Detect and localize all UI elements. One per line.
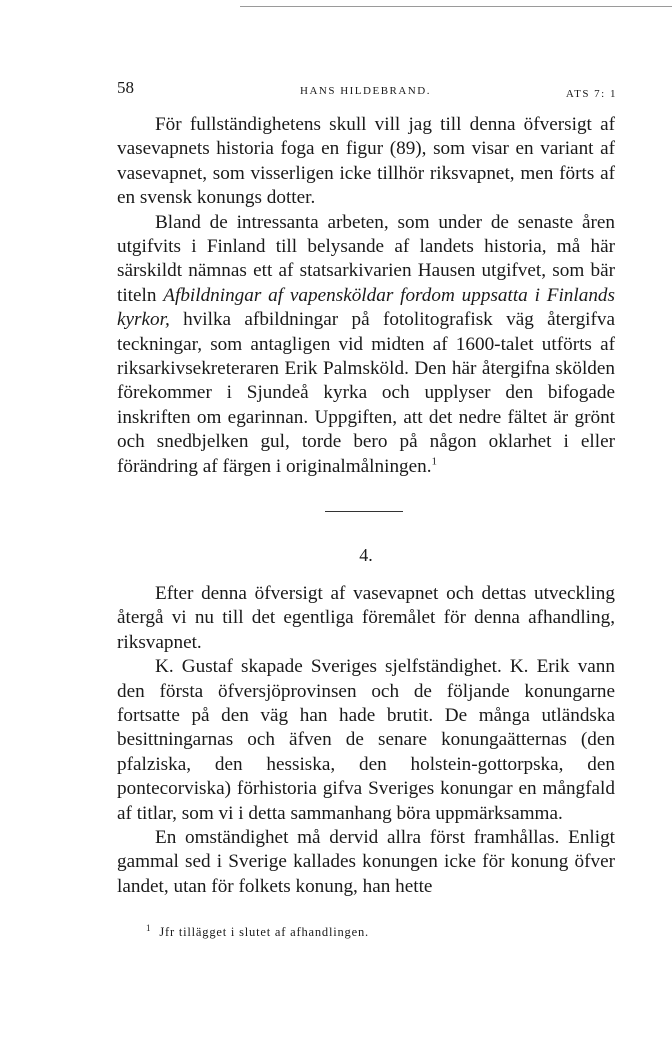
paragraph: En omständighet må dervid allra först framhållas. Enligt gammal sed i Sverige kallades konungen icke för konung öfver landet, utan för folkets konung, han hette bbox=[117, 827, 615, 897]
paragraph-text: Bland de intressanta arbeten, som under de senaste åren utgifvits i Finland till belysande af landets historia, må här särskildt nämnas ett af statsarkivarien Hausen utgifvet, som bär titeln bbox=[117, 211, 615, 306]
running-title: HANS HILDEBRAND. bbox=[300, 85, 431, 97]
footnote-reference[interactable]: 1 bbox=[431, 455, 438, 468]
series-code: ATS 7: 1 bbox=[565, 88, 617, 100]
section-divider bbox=[325, 511, 403, 512]
section-number: 4. bbox=[359, 545, 373, 565]
footnote-text: Jfr tillägget i slutet af afhandlingen. bbox=[159, 925, 369, 940]
page-number: 58 bbox=[117, 78, 134, 97]
footnote bbox=[146, 923, 369, 940]
paragraph bbox=[117, 211, 615, 479]
text-block-top bbox=[117, 113, 615, 479]
paragraph: K. Gustaf skapade Sveriges sjelfständighet. K. Erik vann den första öfversjöprovinsen och de följande konungarne fortsatte på den väg han hade brutit. De många utländska besittningarnas och äfven de senare konungaätternas (den pfalziska, den hessiska, den holstein-gottorpska, den pontecorviska) förhistoria gifva Sveriges konungar en mångfald af titlar, som vi i detta sammanhang böra uppmärksamma. bbox=[117, 656, 615, 824]
footnote-mark: 1 bbox=[146, 923, 152, 933]
page-header bbox=[117, 78, 617, 102]
paragraph: För fullständighetens skull vill jag till denna öfversigt af vasevapnets historia foga en figur (89), som visar en variant af vasevapnet, som visserligen icke tillhör riksvapnet, men förts af en svensk konungs dotter. bbox=[117, 114, 615, 209]
paragraph: Efter denna öfversigt af vasevapnet och dettas utveckling återgå vi nu till det egentliga föremålet för denna afhandling, riksvapnet. bbox=[117, 583, 615, 653]
italic-title: Afbildningar af vapensköldar fordom uppsatta i Finlands kyrkor, bbox=[117, 284, 615, 331]
paragraph-text: hvilka afbildningar på fotolitografisk väg återgifva teckningar, som antagligen vid midten af 1600-talet utförts af riksarkivsekreteraren Erik Palmsköld. Den här återgifna skölden förekommer i Sjundeå kyrka och upplyser den bifogade inskriften om egarinnan. Uppgiften, att det nedre fältet är grönt och snedbjelken gul, torde bero på någon oklarhet i eller förändring af färgen i originalmålningen. bbox=[117, 309, 615, 477]
top-edge-rule bbox=[240, 6, 672, 7]
text-block-bottom bbox=[117, 582, 615, 899]
